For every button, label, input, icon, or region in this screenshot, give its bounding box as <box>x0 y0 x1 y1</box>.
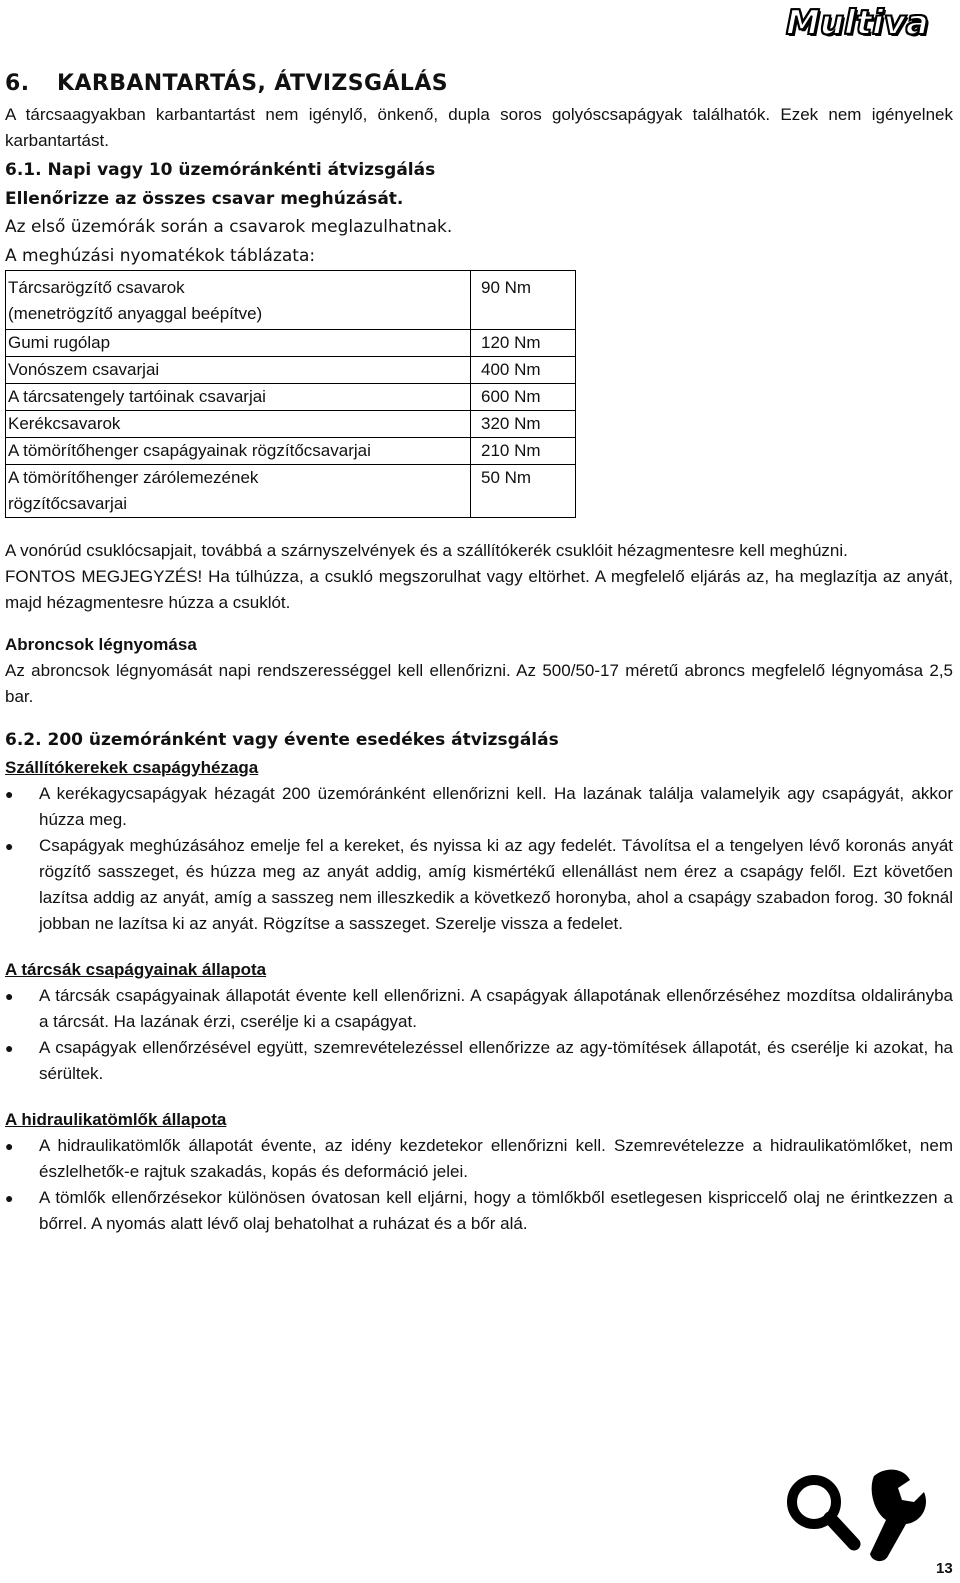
torque-value: 50 Nm <box>471 465 576 518</box>
tyre-pressure-text: Az abroncsok légnyomását napi rendszerességgel kell ellenőrizni. Az 500/50-17 méretű abroncs megfelelő légnyomása 2,5 bar. <box>5 661 953 706</box>
torque-part-name: Kerékcsavarok <box>6 411 471 438</box>
bullet-icon: ● <box>5 987 14 1004</box>
bullet-list <box>5 1133 953 1237</box>
torque-row <box>6 357 576 384</box>
torque-value: 400 Nm <box>471 357 576 384</box>
bullet-icon: ● <box>5 1137 14 1154</box>
loosening-note: Az első üzemórák során a csavarok meglazulhatnak. <box>5 217 453 237</box>
list-item <box>5 1035 953 1087</box>
torque-value: 600 Nm <box>471 384 576 411</box>
torque-value: 210 Nm <box>471 438 576 465</box>
section-number: 6. <box>5 71 30 96</box>
torque-part-name: A tömörítőhenger zárólemezének rögzítőcsavarjai <box>6 465 471 518</box>
torque-row <box>6 271 576 330</box>
torque-part-name: A tömörítőhenger csapágyainak rögzítőcsavarjai <box>6 438 471 465</box>
list-item-text: A hidraulikatömlők állapotát évente, az idény kezdetekor ellenőrizni kell. Szemrevételezze a hidraulikatömlőket, nem észlelhetők-e rajtuk szakadás, kopás és deformáció jelei. <box>39 1135 953 1181</box>
torque-row <box>6 438 576 465</box>
bullet-icon: ● <box>5 1189 14 1206</box>
list-item <box>5 833 953 937</box>
torque-value: 320 Nm <box>471 411 576 438</box>
torque-row <box>6 330 576 357</box>
section-title: KARBANTARTÁS, ÁTVIZSGÁLÁS <box>57 71 448 96</box>
subsection-6-2-heading: 6.2. 200 üzemóránként vagy évente esedékes átvizsgálás <box>5 730 559 750</box>
torque-part-name: Vonószem csavarjai <box>6 357 471 384</box>
intro-paragraph: A tárcsaagyakban karbantartást nem igénylő, önkenő, dupla soros golyóscsapágyak találhatók. Ezek nem igényelnek karbantartást. <box>5 105 953 150</box>
subsection-6-1-heading: 6.1. Napi vagy 10 üzemóránkénti átvizsgálás <box>5 160 436 180</box>
torque-value: 90 Nm <box>471 271 576 330</box>
torque-row <box>6 411 576 438</box>
inspection-block-heading: A tárcsák csapágyainak állapota <box>5 959 267 979</box>
torque-table <box>5 270 576 518</box>
list-item-text: A tárcsák csapágyainak állapotát évente kell ellenőrizni. A csapágyak állapotának ellenőrzéséhez mozdítsa oldalirányba a tárcsát. Ha lazának érzi, cserélje ki a csapágyat. <box>39 985 953 1031</box>
list-item-text: A tömlők ellenőrzésekor különösen óvatosan kell eljárni, hogy a tömlőkből esetlegesen kispriccelő olaj ne érintkezzen a bőrrel. A nyomás alatt lévő olaj behatolhat a ruházat és a bőr alá. <box>39 1187 953 1233</box>
torque-table-caption: A meghúzási nyomatékok táblázata: <box>5 245 316 266</box>
inspection-block-heading: A hidraulikatömlők állapota <box>5 1109 227 1129</box>
inspection-block-heading: Szállítókerekek csapágyhézaga <box>5 757 259 777</box>
multiva-logo: Multiva <box>786 3 929 43</box>
list-item <box>5 1133 953 1185</box>
list-item <box>5 1185 953 1237</box>
bullet-list <box>5 781 953 937</box>
torque-part-name: A tárcsatengely tartóinak csavarjai <box>6 384 471 411</box>
inspection-blocks <box>5 755 953 1237</box>
magnifier-wrench-icon <box>778 1458 934 1570</box>
list-item <box>5 781 953 833</box>
section-heading <box>5 66 953 102</box>
list-item-text: A csapágyak ellenőrzésével együtt, szemrevételezéssel ellenőrizze az agy-tömítések állapotát, és cserélje ki azokat, ha sérültek. <box>39 1037 953 1083</box>
bullet-icon: ● <box>5 837 14 854</box>
torque-part-name: Tárcsarögzítő csavarok (menetrögzítő anyaggal beépítve) <box>6 271 471 330</box>
list-item-text: A kerékagycsapágyak hézagát 200 üzemóránként ellenőrizni kell. Ha lazának találja valamelyik agy csapágyát, akkor húzza meg. <box>39 783 953 829</box>
list-item <box>5 983 953 1035</box>
check-bolts-instruction: Ellenőrizze az összes csavar meghúzását. <box>5 188 404 209</box>
bullet-list <box>5 983 953 1087</box>
tyre-pressure-heading: Abroncsok légnyomása <box>5 635 197 654</box>
joints-paragraph: A vonórúd csuklócsapjait, továbbá a szárnyszelvények és a szállítókerék csuklóit hézagmentesre kell meghúzni. <box>5 541 848 560</box>
list-item-text: Csapágyak meghúzásához emelje fel a kereket, és nyissa ki az agy fedelét. Távolítsa el a tengelyen lévő koronás anyát rögzítő sasszeget, és húzza meg az anyát addig, amíg kismértékű ellenállást nem érez a csapágy felől. Ezt követően lazítsa addig az anyát, amíg a sasszeg nem illeszkedik a következő horonyba, ahol a csapágy szabadon forog. 30 foknál jobban ne lazítsa ki az anyát. Rögzítse a sasszeget. Szerelje vissza a fedelet. <box>39 835 953 933</box>
page-content <box>5 66 953 1237</box>
warning-paragraph: FONTOS MEGJEGYZÉS! Ha túlhúzza, a csukló megszorulhat vagy eltörhet. A megfelelő eljárás az, ha meglazítja az anyát, majd hézagmentesre húzza a csuklót. <box>5 567 953 612</box>
torque-row <box>6 465 576 518</box>
torque-row <box>6 384 576 411</box>
torque-value: 120 Nm <box>471 330 576 357</box>
page-number: 13 <box>936 1560 953 1577</box>
torque-part-name: Gumi rugólap <box>6 330 471 357</box>
bullet-icon: ● <box>5 785 14 802</box>
bullet-icon: ● <box>5 1039 14 1056</box>
